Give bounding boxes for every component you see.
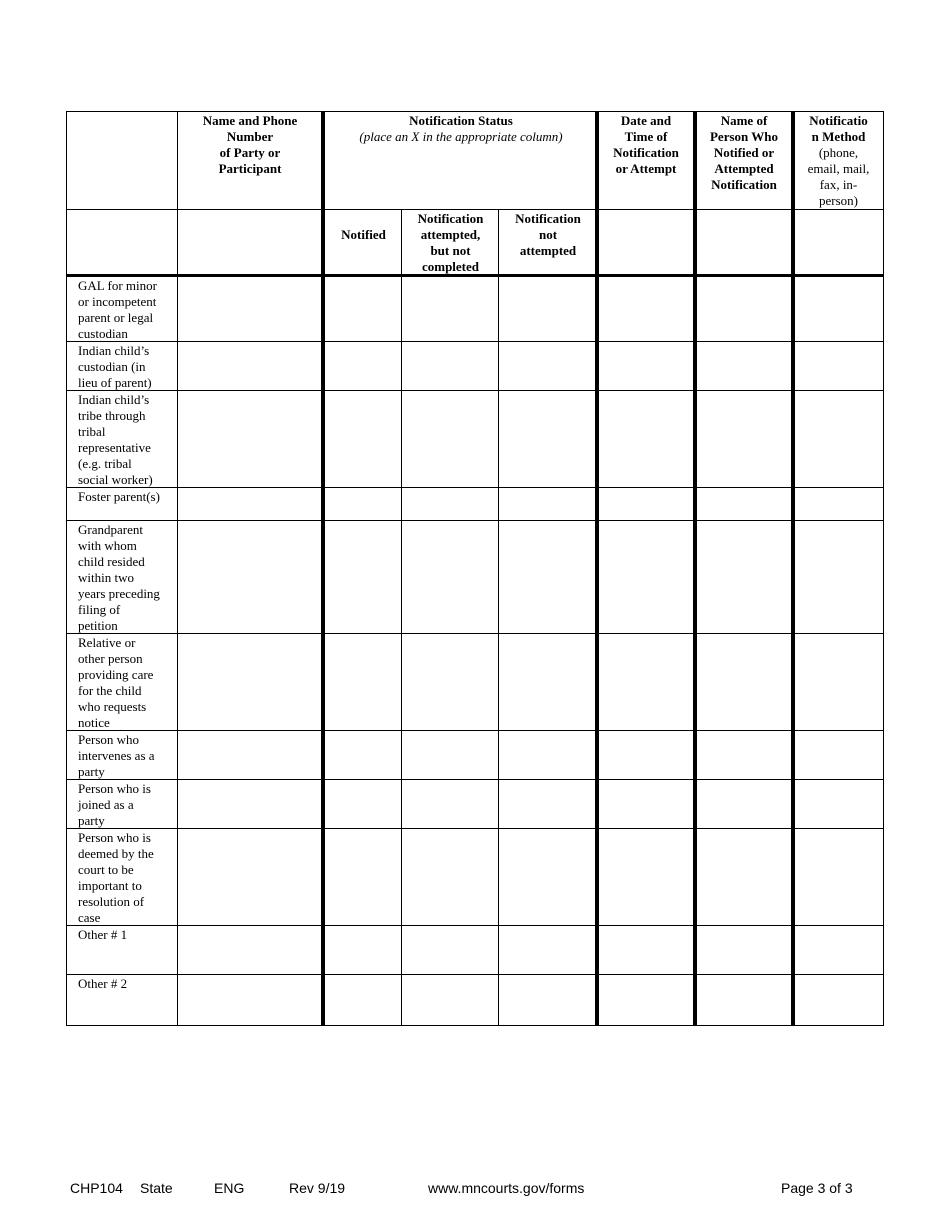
header-method-title: Notificatio n Method: [809, 113, 868, 144]
row-divider: [66, 828, 884, 829]
row-divider: [66, 779, 884, 780]
column-divider-thick: [791, 111, 795, 1026]
footer-jurisdiction: State: [140, 1180, 173, 1196]
header-name-phone: Name and Phone Number of Party or Participant: [202, 113, 298, 176]
footer-language: ENG: [214, 1180, 245, 1196]
column-divider-thick: [321, 111, 325, 1026]
header-person-notified: Name of Person Who Notified or Attempted Notification: [709, 113, 778, 192]
footer-page-number: Page 3 of 3: [781, 1180, 853, 1196]
row-divider: [66, 390, 884, 391]
row-divider: [66, 925, 884, 926]
column-divider-thick: [693, 111, 697, 1026]
header-date-time: Date and Time of Notification or Attempt: [613, 113, 679, 176]
header-method-subtitle: (phone, email, mail, fax, in- person): [807, 145, 870, 208]
row-divider: [66, 341, 884, 342]
header-attempted-not-completed: Notification attempted, but not completed: [417, 211, 484, 274]
row-divider: [66, 209, 884, 210]
row-divider: [66, 520, 884, 521]
column-divider-thick: [595, 111, 599, 1026]
row-label-foster-parent: Foster parent(s): [78, 489, 160, 504]
footer-revision: Rev 9/19: [289, 1180, 346, 1196]
column-divider: [498, 209, 499, 1026]
table-border-bottom: [66, 1025, 884, 1026]
header-status-subtitle: (place an X in the appropriate column): [359, 129, 563, 144]
row-divider: [66, 974, 884, 975]
row-label-gal: GAL for minor or incompetent parent or legal custodian: [78, 278, 157, 341]
header-notification-status: [326, 113, 596, 145]
table-border-top: [66, 111, 884, 112]
column-divider: [401, 209, 402, 1026]
row-label-other-2: Other # 2: [78, 976, 128, 991]
header-notification-method: [794, 113, 883, 209]
table-border-right: [883, 111, 884, 1026]
header-status-title: Notification Status: [409, 113, 513, 128]
row-label-indian-tribe: Indian child’s tribe through tribal representative (e.g. tribal social worker): [78, 392, 153, 487]
row-divider: [66, 487, 884, 488]
row-label-intervenes: Person who intervenes as a party: [78, 732, 155, 779]
header-notified: Notified: [341, 227, 386, 242]
row-label-grandparent: Grandparent with whom child resided within two years preceding filing of petition: [78, 522, 160, 633]
row-label-relative: Relative or other person providing care for the child who requests notice: [78, 635, 154, 730]
row-label-other-1: Other # 1: [78, 927, 128, 942]
row-label-joined: Person who is joined as a party: [78, 781, 151, 828]
header-not-attempted: Notification not attempted: [515, 211, 581, 258]
footer-url: www.mncourts.gov/forms: [428, 1180, 585, 1196]
table-border-left: [66, 111, 67, 1026]
row-divider: [66, 633, 884, 634]
row-divider-thick: [66, 274, 884, 277]
row-divider: [66, 730, 884, 731]
column-divider: [177, 111, 178, 1026]
footer-form-id: CHP104: [70, 1180, 123, 1196]
row-label-indian-custodian: Indian child’s custodian (in lieu of parent): [78, 343, 152, 390]
row-label-deemed: Person who is deemed by the court to be important to resolution of case: [78, 830, 154, 925]
